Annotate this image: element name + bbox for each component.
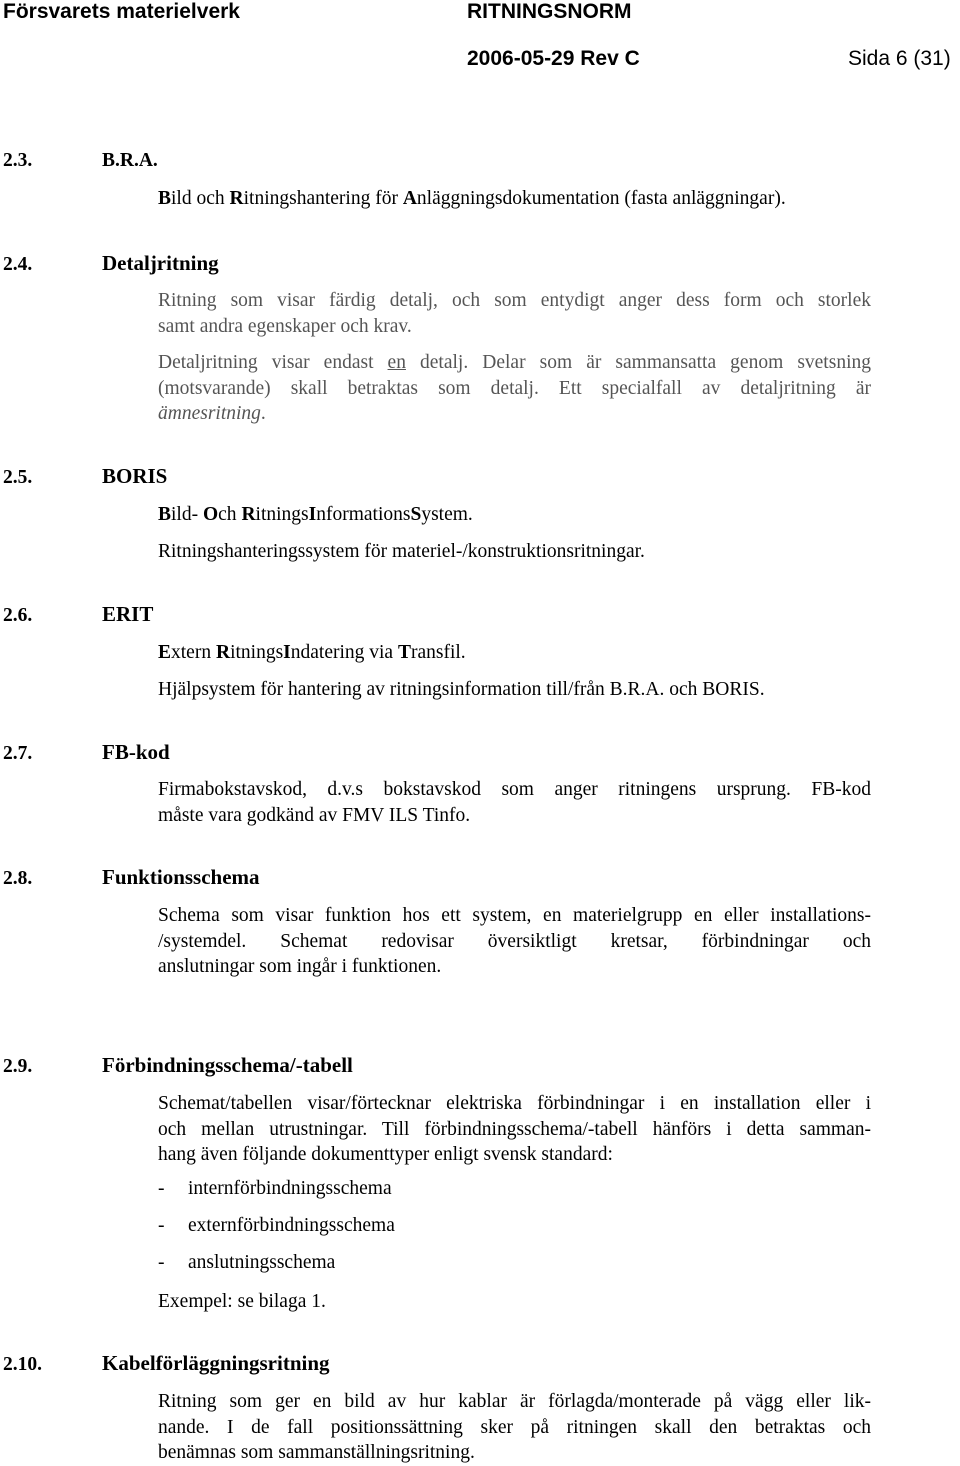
section-2-4-number: 2.4. xyxy=(3,254,33,275)
section-2-5-line-2: Ritningshanteringssystem för materiel-/konstruktionsritningar. xyxy=(158,541,645,562)
list-item-text: internförbindningsschema xyxy=(188,1178,392,1199)
section-2-6-line-1: Extern RitningsIndatering via Transfil. xyxy=(158,642,466,663)
section-2-8-title: Funktionsschema xyxy=(102,865,260,889)
list-dash: - xyxy=(158,1215,165,1236)
section-2-10-paragraph: Ritning som ger en bild av hur kablar är förlagda/monterade på vägg eller lik- nande. I de fall positionssättning sker på ritningen skall den betraktas och benämnas som sammanställningsritning. xyxy=(158,1391,871,1463)
header-doc-title: RITNINGSNORM xyxy=(467,0,632,23)
section-2-8-paragraph: Schema som visar funktion hos ett system, en materielgrupp en eller installations- /systemdel. Schemat redovisar översiktligt kretsar, förbindningar och anslutningar som ingår i funktionen. xyxy=(158,905,871,977)
section-2-9-number: 2.9. xyxy=(3,1056,33,1077)
section-2-9-title: Förbindningsschema/-tabell xyxy=(102,1053,353,1077)
section-2-8-number: 2.8. xyxy=(3,868,33,889)
section-2-3-number: 2.3. xyxy=(3,150,33,171)
list-item xyxy=(158,1252,335,1274)
section-2-3-title: B.R.A. xyxy=(102,150,158,171)
list-item xyxy=(158,1215,395,1237)
list-item-text: externförbindningsschema xyxy=(188,1215,395,1236)
list-dash: - xyxy=(158,1178,165,1199)
section-2-5-number: 2.5. xyxy=(3,467,33,488)
section-2-4-paragraph-1: Ritning som visar färdig detalj, och som entydigt anger dess form och storlek samt andra egenskaper och krav. xyxy=(158,290,871,337)
section-2-5-line-1: Bild- Och RitningsInformationsSystem. xyxy=(158,504,473,525)
section-2-3-definition: Bild och Ritningshantering för Anläggningsdokumentation (fasta anläggningar). xyxy=(158,188,786,209)
header-page-number: Sida 6 (31) xyxy=(848,47,951,70)
section-2-7-paragraph: Firmabokstavskod, d.v.s bokstavskod som anger ritningens ursprung. FB-kod måste vara godkänd av FMV ILS Tinfo. xyxy=(158,779,871,826)
section-2-10-title: Kabelförläggningsritning xyxy=(102,1351,330,1375)
section-2-7-number: 2.7. xyxy=(3,743,33,764)
section-2-5-title: BORIS xyxy=(102,464,168,488)
section-2-6-title: ERIT xyxy=(102,602,154,626)
list-dash: - xyxy=(158,1252,165,1273)
section-2-10-number: 2.10. xyxy=(3,1354,42,1375)
header-date-rev: 2006-05-29 Rev C xyxy=(467,47,640,70)
section-2-9-example: Exempel: se bilaga 1. xyxy=(158,1291,326,1312)
section-2-7-title: FB-kod xyxy=(102,740,170,764)
section-2-4-paragraph-2: Detaljritning visar endast en detalj. Delar som är sammansatta genom svetsning (motsvarande) skall betraktas som detalj. Ett specialfall av detaljritning är ämnesritning. xyxy=(158,352,871,424)
header-org: Försvarets materielverk xyxy=(3,0,240,23)
list-item-text: anslutningsschema xyxy=(188,1252,336,1273)
section-2-6-line-2: Hjälpsystem för hantering av ritningsinformation till/från B.R.A. och BORIS. xyxy=(158,679,765,700)
section-2-6-number: 2.6. xyxy=(3,605,33,626)
section-2-9-paragraph: Schemat/tabellen visar/förtecknar elektriska förbindningar i en installation eller i och mellan utrustningar. Till förbindningsschema/-tabell hänförs i detta samman- hang även följande dokumenttyper enligt svensk standard: xyxy=(158,1093,871,1165)
section-2-4-title: Detaljritning xyxy=(102,251,219,275)
list-item xyxy=(158,1178,392,1200)
